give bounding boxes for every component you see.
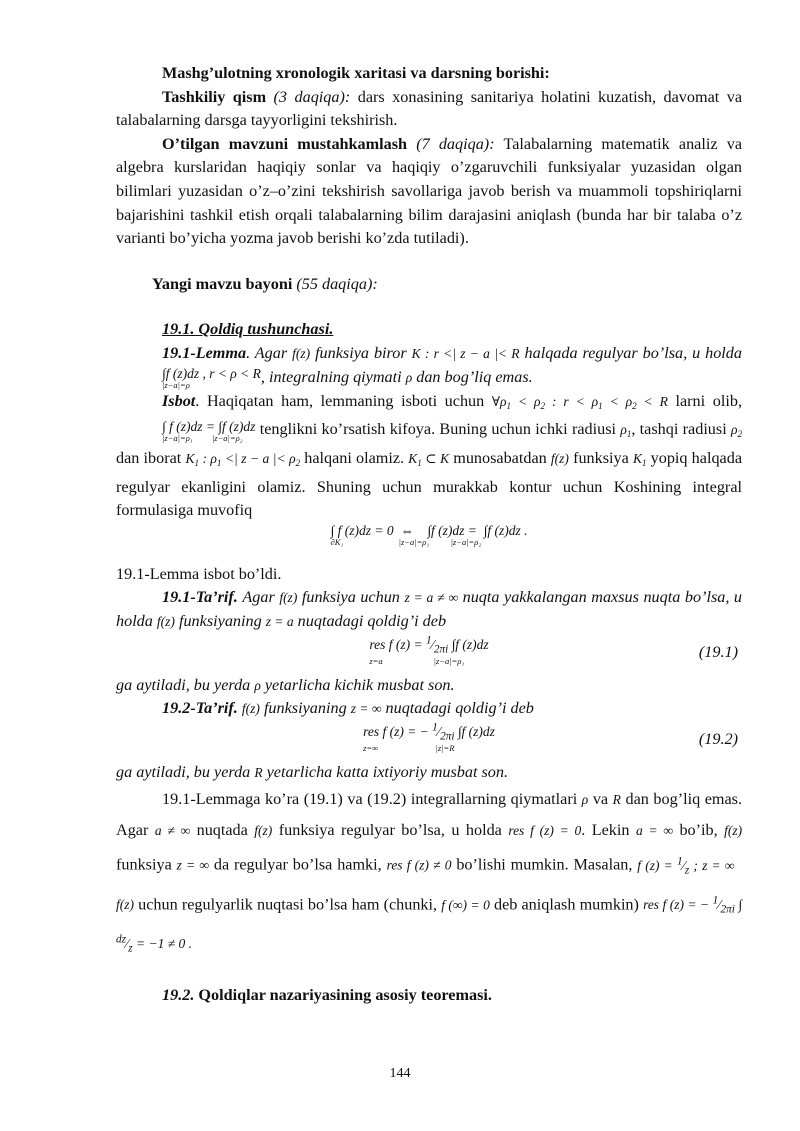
equation-19-1: res f $(z) = ^1⁄_{2\pi i}$ ∫f (z)dz z=a |z−a|=ρ₁ (19.1) [369,634,738,666]
document-page [116,62,742,1008]
remark-paragraph: 19.1-Lemmaga ko’ra (19.1) va (19.2) integrallarning qiymatlari ρ va R dan bog’liq emas. Agar a ≠ ∞ nuqtada f(z) funksiya regulyar bo’lsa, u holda res f (z) = 0. Lekin a = ∞ bo’ib, f(z) funksiya z = ∞ da regulyar bo’lsa hamki, res f (z) ≠ 0 bo’lishi mumkin. Masalan, f $(z) = ^1⁄_z$ ; z = ∞ f(z) uchun regulyarlik nuqtasi bo’lsa ham (chunki, f (∞) = 0 deb aniqlash mumkin) res f (z) = − $^1⁄_{2\pi i}$ ∫ $^{dz}⁄_z = -1 \ne 0$ . [116,790,743,955]
review-paragraph: O’tilgan mavzuni mustahkamlash (7 daqiqa): Talabalarning matematik analiz va algebra kurslaridan haqiqiy sonlar va haqiqiy o’zgaruvchili funksiyalar yuzasidan olgan bilimlari yuzasidan o’z–o’zini tekshirish savollariga javob berish va muammoli topshiriqlarni bajarishini tashkil etish orqali talabalarning bilim darajasini aniqlash (bunda har bir talaba o’z varianti bo’yicha yozma javob berishi ko’zda tutiladi). [116,134,742,248]
new-topic-heading: Yangi mavzu bayoni (55 daqiqa): [152,274,378,293]
lemma-19-1: 19.1-Lemma. Agar f(z) funksiya biror K : r <| z − a |< R halqada regulyar bo’lsa, u holda ∫f (z)dz , r < ρ < R |z−a|=ρ , integralning qiymati ρ dan bog’liq emas. [162,343,742,390]
definition-19-1-after: ga aytiladi, bu yerda ρ yetarlicha kichik musbat son. [116,675,455,694]
page-number: 144 [389,1066,411,1081]
section-19-2-heading: 19.2. Qoldiqlar nazariyasining asosiy teoremasi. [162,985,492,1004]
equation-number: (19.2) [698,729,738,748]
cauchy-equation: ∫ f (z)dz = 0 ⇔ ∫f (z)dz = ∫f (z)dz . ∂K₁ |z−a|=ρ₁ |z−a|=ρ₂ [330,522,528,547]
proof-end: 19.1-Lemma isbot bo’ldi. [116,564,282,583]
section-19-1-heading: 19.1. Qoldiq tushunchasi. [162,320,334,339]
definition-19-1: 19.1-Ta’rif. Agar f(z) funksiya uchun z = a ≠ ∞ nuqta yakkalangan maxsus nuqta bo’lsa, u holda f(z) funksiyaning z = a nuqtadagi qoldig’i deb [116,588,743,630]
definition-19-2-after: ga aytiladi, bu yerda R yetarlicha katta ixtiyoriy musbat son. [116,762,509,781]
organizational-part-paragraph: Tashkiliy qism (3 daqiqa): dars xonasining sanitariya holatini kuzatish, davomat va talabalarning darsga tayyorligini tekshirish. [116,87,743,130]
equation-19-2: res f (z) = − $^1⁄_{2\pi i}$ ∫f (z)dz z=∞ |z|=R (19.2) [363,721,738,753]
chronology-heading: Mashg’ulotning xronologik xaritasi va darsning borishi: [162,64,550,82]
proof-paragraph: Isbot. Haqiqatan ham, lemmaning isboti uchun $\forall\rho_1 < \rho_2$ : $r < \rho_1 < \rho_2 < R$ larni olib, ∫ f (z)dz = ∫f (z)dz |z−a|=ρ₁ |z−a|=ρ₂ tenglikni ko’rsatish kifoya. Buning uchun ichki radiusi $\rho_1$, tashqi radiusi $\rho_2$ dan iborat $K_1$ : $\rho_1$ <| z − a |< $\rho_2$ halqani olamiz. $K_1$ ⊂ K munosabatdan f(z) funksiya $K_1$ yopiq halqada regulyar ekanligini olamiz. Shuning uchun murakkab kontur uchun Koshining integral formulasiga muvofiq [116,391,743,520]
equation-number: (19.1) [698,642,738,661]
definition-19-2: 19.2-Ta’rif. f(z) funksiyaning z = ∞ nuqtadagi qoldig’i deb [162,699,534,718]
